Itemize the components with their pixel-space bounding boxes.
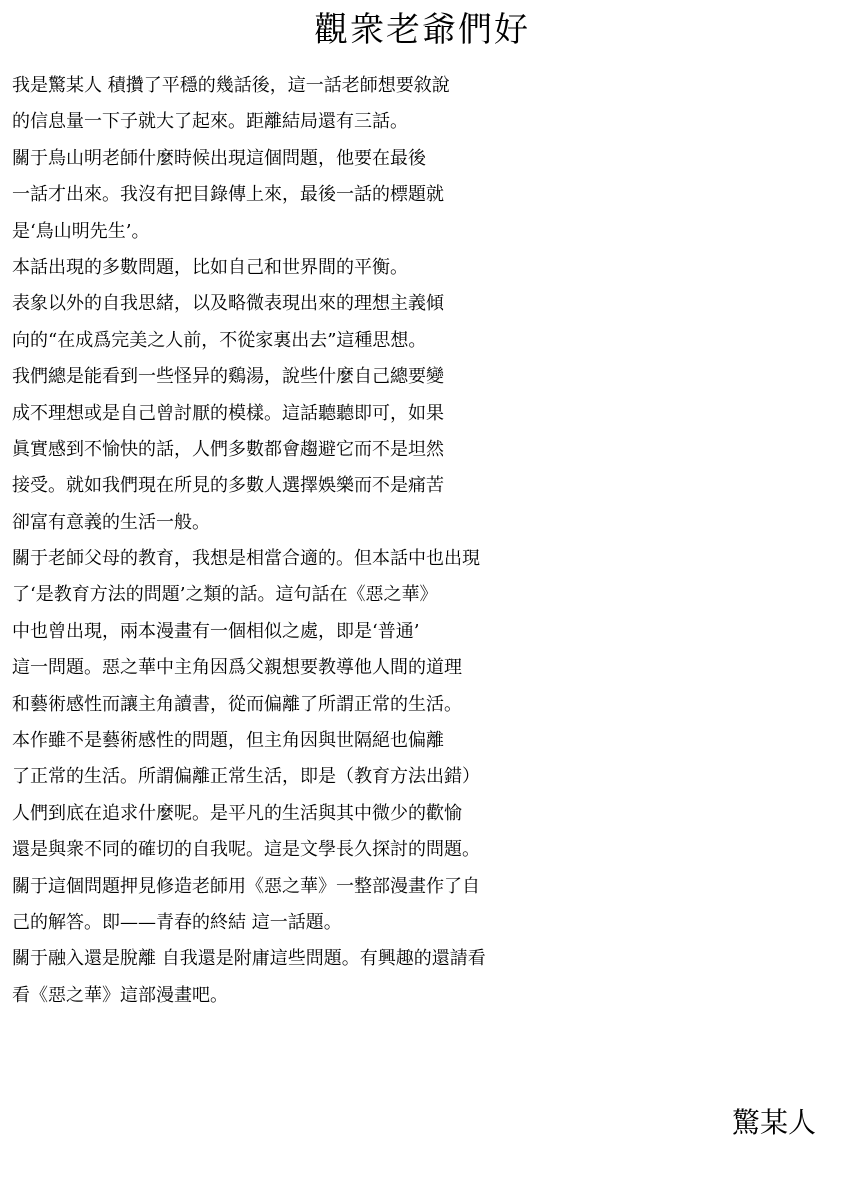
text-line: 了‘是教育方法的問題’之類的話。這句話在《惡之華》 [12, 584, 438, 606]
text-line: 還是與衆不同的確切的自我呢。這是文學長久探討的問題。 [12, 839, 480, 861]
text-line: 人們到底在追求什麼呢。是平凡的生活與其中微少的歡愉 [12, 802, 462, 824]
text-line: 我們總是能看到一些怪异的鷄湯，說些什麼自己總要變 [12, 366, 444, 388]
text-line: 接受。就如我們現在所見的多數人選擇娛樂而不是痛苦 [12, 475, 444, 497]
text-line: 己的解答。即——青春的終結 這一話題。 [12, 911, 342, 933]
text-line: 關于鳥山明老師什麼時候出現這個問題，他要在最後 [12, 147, 426, 169]
text-line: 關于老師父母的教育，我想是相當合適的。但本話中也出現 [12, 548, 480, 570]
text-line: 我是驚某人 積攢了平穩的幾話後，這一話老師想要敘說 [12, 75, 450, 96]
text-line: 表象以外的自我思緒，以及略微表現出來的理想主義傾 [12, 293, 444, 315]
text-line: 卻富有意義的生活一般。 [12, 511, 210, 533]
text-line: 成不理想或是自己曾討厭的模樣。這話聽聽即可，如果 [12, 402, 444, 424]
text-line: 關于融入還是脫離 自我還是附庸這些問題。有興趣的還請看 [12, 948, 486, 970]
page-title: 觀衆老爺們好 [314, 10, 530, 50]
author-signature: 驚某人 [731, 1106, 816, 1139]
text-line: 的信息量一下子就大了起來。距離結局還有三話。 [12, 111, 408, 133]
body-text [12, 68, 844, 1014]
text-line: 看《惡之華》這部漫畫吧。 [12, 984, 228, 1006]
text-line: 眞實感到不愉快的話，人們多數都會趨避它而不是坦然 [12, 438, 444, 460]
text-line: 關于這個問題押見修造老師用《惡之華》一整部漫畫作了自 [12, 875, 480, 897]
text-line: 本作雖不是藝術感性的問題，但主角因與世隔絕也偏離 [12, 730, 444, 752]
text-line: 了正常的生活。所謂偏離正常生活，即是（教育方法出錯） [12, 766, 480, 788]
text-line: 是‘鳥山明先生’。 [12, 220, 150, 242]
text-line: 本話出現的多數問題，比如自己和世界間的平衡。 [12, 256, 408, 278]
text-line: 和藝術感性而讓主角讀書，從而偏離了所謂正常的生活。 [12, 693, 462, 715]
text-line: 這一問題。惡之華中主角因爲父親想要教導他人間的道理 [12, 657, 462, 679]
text-line: 一話才出來。我沒有把目錄傳上來，最後一話的標題就 [12, 184, 444, 206]
text-line: 中也曾出現，兩本漫畫有一個相似之處，即是‘普通’ [12, 620, 420, 642]
text-line: 向的“在成爲完美之人前，不從家裏出去”這種思想。 [12, 329, 427, 351]
